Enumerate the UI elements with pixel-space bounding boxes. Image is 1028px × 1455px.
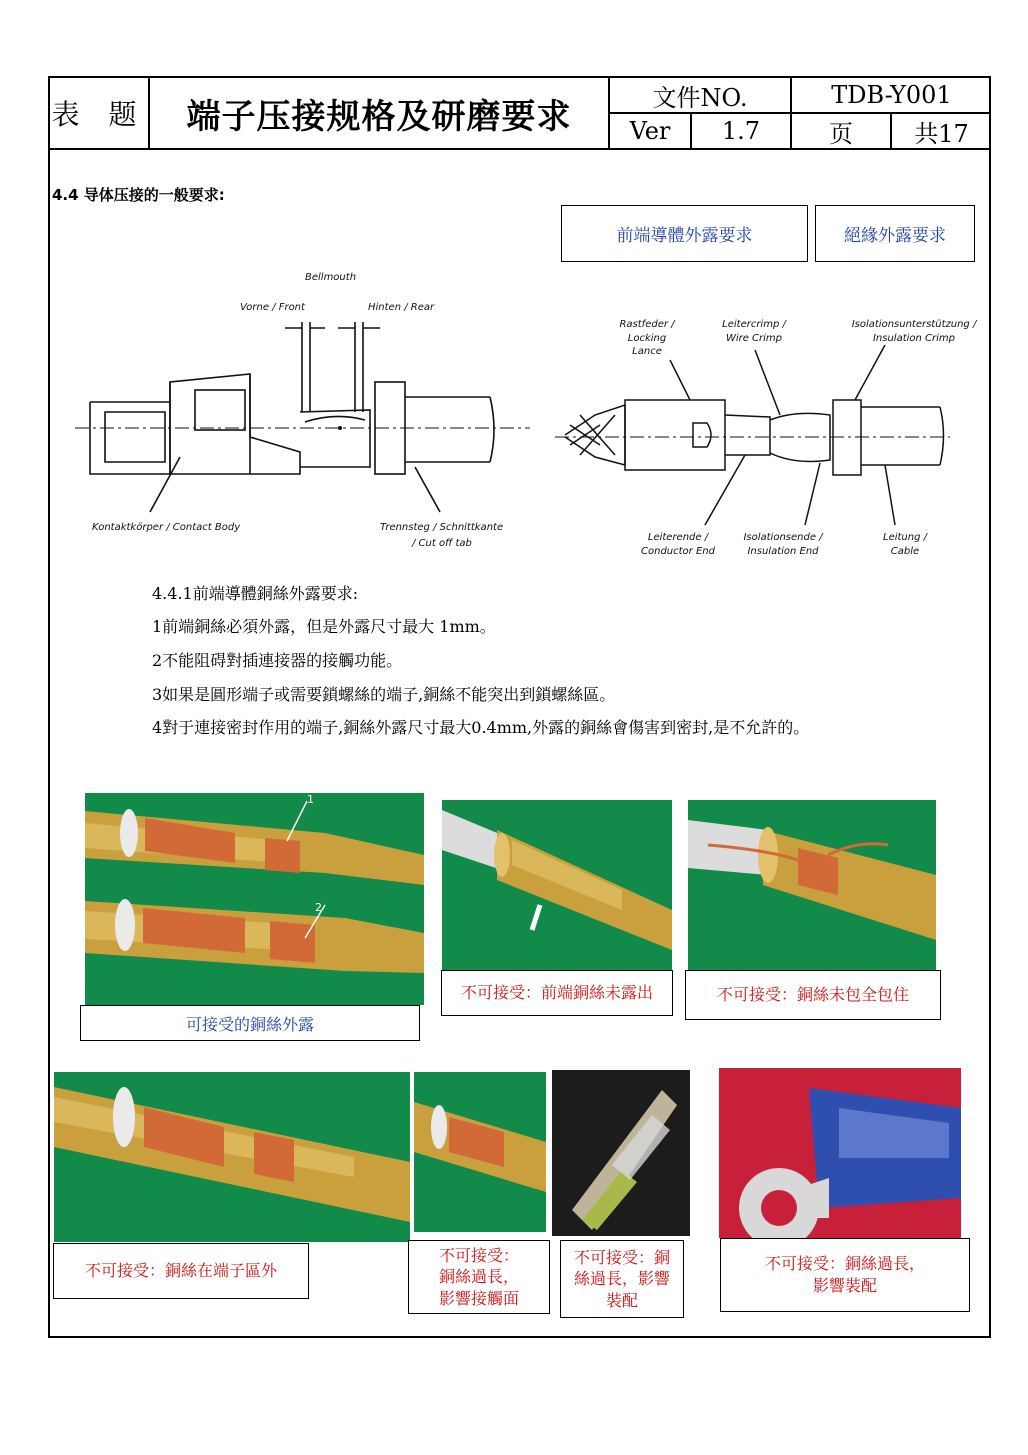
locking-lance-caption-1: Rastfeder / [619, 319, 675, 330]
ring-terminal-label-line: 影響裝配 [812, 1276, 877, 1295]
doc-number-label: 文件NO. [652, 83, 748, 112]
cut-off-tab-caption-2: / Cut off tab [412, 538, 472, 549]
wire-crimp-caption-1: Leitercrimp / [722, 319, 786, 330]
long-contact-label [408, 1240, 550, 1314]
section-heading: 4.4 导体压接的一般要求: [52, 186, 225, 204]
doc-number: TDB-Y001 [831, 81, 952, 109]
long-assembly-label [560, 1240, 684, 1318]
requirement-item: 3如果是圓形端子或需要鎖螺絲的端子,銅絲不能突出到鎖螺絲區。 [152, 685, 616, 704]
long-contact-label-line: 不可接受： [438, 1245, 519, 1265]
ring-terminal-photo [719, 1068, 961, 1238]
cable-caption-2: Cable [890, 546, 920, 557]
long-assembly-label-line: 裝配 [605, 1290, 638, 1310]
version-value: 1.7 [721, 117, 761, 145]
insulation-end-caption-1: Isolationsende / [743, 532, 823, 543]
long-contact-label-line: 銅絲過長， [438, 1267, 519, 1287]
header-label: 表 题 [51, 98, 147, 131]
insulation-crimp-caption-2: Insulation Crimp [872, 333, 956, 344]
outside-terminal-label: 不可接受：銅絲在端子區外 [53, 1243, 309, 1299]
version-label: Ver [629, 117, 671, 145]
requirements-title: 4.4.1前端導體銅絲外露要求: [152, 584, 359, 603]
document-title: 端子压接规格及研磨要求 [186, 96, 572, 137]
long-assembly-label-line: 絲過長，影響 [573, 1269, 670, 1289]
rear-caption: Hinten / Rear [368, 302, 435, 313]
insulation-end-caption-2: Insulation End [747, 546, 819, 557]
cable-caption-1: Leitung / [883, 532, 927, 543]
contact-body-caption: Kontaktkörper / Contact Body [92, 522, 241, 533]
long-contact-label-line: 影響接觸面 [438, 1288, 519, 1308]
requirement-item: 1前端銅絲必須外露，但是外露尺寸最大 1mm。 [152, 617, 496, 636]
outside-terminal-photo [54, 1072, 410, 1242]
conductor-end-caption-2: Conductor End [641, 546, 715, 557]
insulation-exposure-box: 絕緣外露要求 [815, 205, 975, 262]
total-pages: 共17 [914, 119, 969, 148]
acceptable-exposure-photo [85, 793, 424, 1005]
callout-1: 1 [307, 793, 314, 806]
not-exposed-label: 不可接受：前端銅絲未露出 [441, 970, 673, 1016]
not-wrapped-photo [688, 800, 936, 970]
page-label: 页 [829, 119, 853, 148]
wire-crimp-caption-2: Wire Crimp [725, 333, 783, 344]
requirement-item: 2不能阻碍對插連接器的接觸功能。 [152, 651, 403, 670]
requirement-item: 4對于連接密封作用的端子,銅絲外露尺寸最大0.4mm,外露的銅絲會傷害到密封,是不允許的。 [152, 718, 810, 737]
cut-off-tab-caption-1: Trennsteg / Schnittkante [380, 522, 504, 533]
acceptable-exposure-label: 可接受的銅絲外露 [80, 1005, 420, 1041]
long-assembly-photo [552, 1070, 690, 1236]
callout-2: 2 [315, 901, 322, 914]
long-assembly-label-line: 不可接受：銅 [573, 1247, 670, 1267]
conductor-end-caption-1: Leiterende / [647, 532, 709, 543]
ring-terminal-label-line: 不可接受：銅絲過長， [764, 1254, 925, 1274]
terminal-crimp-diagram [70, 262, 540, 562]
not-exposed-photo [442, 800, 672, 970]
long-contact-photo [414, 1072, 546, 1232]
insulation-crimp-caption-1: Isolationsunterstützung / [851, 319, 977, 330]
ring-terminal-label [720, 1238, 970, 1312]
locking-lance-caption-2: Locking Lance [627, 333, 667, 357]
not-wrapped-label: 不可接受：銅絲未包全包住 [685, 970, 941, 1020]
front-caption: Vorne / Front [240, 302, 305, 313]
front-exposure-box: 前端導體外露要求 [561, 205, 808, 262]
crimp-terms-diagram [555, 345, 950, 535]
bellmouth-caption: Bellmouth [305, 272, 357, 283]
